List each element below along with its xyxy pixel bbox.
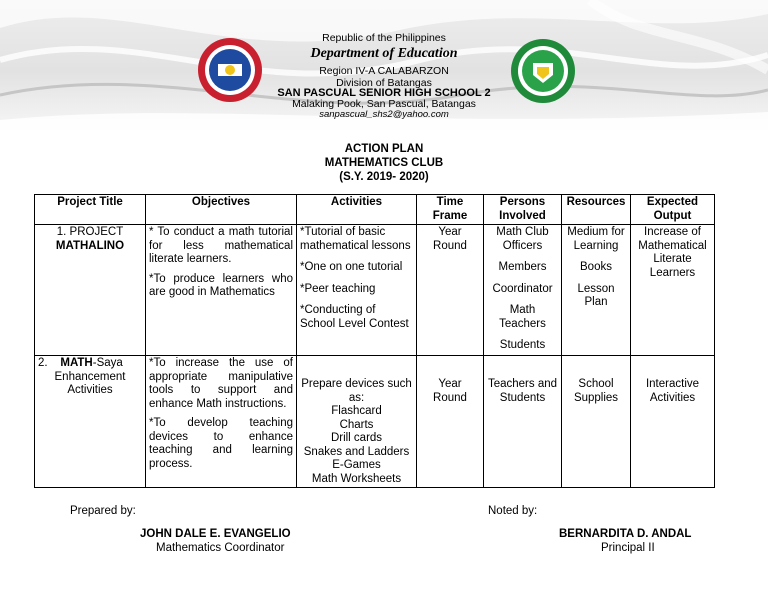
- noted-by-name: BERNARDITA D. ANDAL: [559, 528, 692, 540]
- activity-item: *Conducting of School Level Contest: [300, 304, 409, 330]
- department-name: Department of Education: [310, 46, 458, 61]
- activity-item: Math Worksheets: [311, 472, 402, 485]
- noted-by-title: Principal II: [601, 542, 655, 554]
- time-frame-value: Year Round: [433, 226, 467, 252]
- division-text: Division of Batangas: [336, 77, 432, 89]
- school-name: SAN PASCUAL SENIOR HIGH SCHOOL 2: [277, 87, 491, 99]
- prepared-by-label: Prepared by:: [70, 505, 136, 517]
- activities-cell: [297, 225, 417, 356]
- doc-title: ACTION PLAN: [344, 143, 424, 155]
- table-header-row: [35, 195, 715, 225]
- person-item: Members: [498, 261, 547, 273]
- time-frame-value: Year Round: [433, 378, 467, 404]
- activity-item: Snakes and Ladders: [303, 445, 410, 458]
- header-activities: Activities: [297, 195, 417, 225]
- resources-cell: [562, 356, 631, 488]
- school-email: sanpascual_shs2@yahoo.com: [319, 109, 449, 120]
- region-text: Region IV-A CALABARZON: [319, 65, 449, 77]
- school-address: Malaking Pook, San Pascual, Batangas: [292, 98, 476, 110]
- person-item: Math Club Officers: [496, 226, 549, 252]
- resource-item: Medium for Learning: [567, 226, 625, 252]
- table-row: [35, 356, 715, 488]
- project-line: Activities: [67, 384, 113, 396]
- objective-item: *To produce learners who are good in Mathematics: [149, 272, 293, 298]
- header-project-title: Project Title: [35, 195, 146, 225]
- project-prefix: 1. PROJECT: [56, 226, 124, 238]
- objective-item: *To increase the use of appropriate manipulative tools to support and enhance Math instructions.: [149, 357, 293, 410]
- action-plan-table: [34, 194, 715, 488]
- header-resources: Resources: [562, 195, 631, 225]
- objective-item: *To develop teaching devices to enhance teaching and learning process.: [149, 417, 293, 470]
- project-name-rest: -Saya: [92, 357, 123, 369]
- resource-item: Lesson Plan: [577, 282, 615, 308]
- project-number: 2.: [38, 357, 48, 369]
- activity-item: Flashcard: [331, 405, 382, 417]
- club-name: MATHEMATICS CLUB: [324, 157, 444, 169]
- resources-value: School Supplies: [573, 378, 619, 404]
- activity-intro: Prepare devices such as:: [301, 378, 412, 404]
- persons-cell: [484, 356, 562, 488]
- table-row: [35, 225, 715, 356]
- persons-value: Teachers and Students: [487, 378, 558, 404]
- letterhead-banner: [0, 0, 768, 130]
- person-item: Coordinator: [492, 282, 553, 295]
- person-item: Students: [499, 339, 546, 351]
- republic-text: Republic of the Philippines: [322, 32, 446, 44]
- time-frame-cell: [417, 356, 484, 488]
- activity-item: *Tutorial of basic mathematical lessons: [300, 226, 411, 252]
- prepared-by-title: Mathematics Coordinator: [156, 542, 285, 554]
- objectives-cell: [146, 356, 297, 488]
- noted-by-label: Noted by:: [488, 505, 538, 517]
- expected-output-cell: [631, 225, 715, 356]
- project-title-cell: [35, 356, 146, 488]
- expected-output-value: Interactive Activities: [645, 378, 700, 404]
- resources-cell: [562, 225, 631, 356]
- header-objectives: Objectives: [146, 195, 297, 225]
- activity-item: *One on one tutorial: [300, 261, 403, 273]
- header-time-frame: Time Frame: [417, 195, 484, 225]
- prepared-by-name: JOHN DALE E. EVANGELIO: [140, 528, 291, 540]
- activity-item: Charts: [339, 418, 374, 431]
- project-title-cell: [35, 225, 146, 356]
- school-year: (S.Y. 2019- 2020): [339, 171, 429, 183]
- activity-item: E-Games: [332, 459, 381, 471]
- project-line: Enhancement: [54, 370, 126, 383]
- header-persons-involved: Persons Involved: [484, 195, 562, 225]
- activity-item: Drill cards: [330, 432, 383, 444]
- objectives-cell: [146, 225, 297, 356]
- resource-item: Books: [580, 261, 612, 273]
- activity-item: *Peer teaching: [300, 282, 376, 295]
- person-item: Math Teachers: [499, 304, 546, 330]
- header-expected-output: Expected Output: [631, 195, 715, 225]
- project-name: MATHALINO: [55, 239, 125, 252]
- expected-output-cell: [631, 356, 715, 488]
- expected-output-value: Increase of Mathematical Literate Learners: [638, 226, 707, 279]
- objective-item: * To conduct a math tutorial for less mathematical literate learners.: [149, 226, 293, 265]
- project-name-bold: MATH: [60, 357, 93, 369]
- time-frame-cell: [417, 225, 484, 356]
- activities-cell: [297, 356, 417, 488]
- persons-cell: [484, 225, 562, 356]
